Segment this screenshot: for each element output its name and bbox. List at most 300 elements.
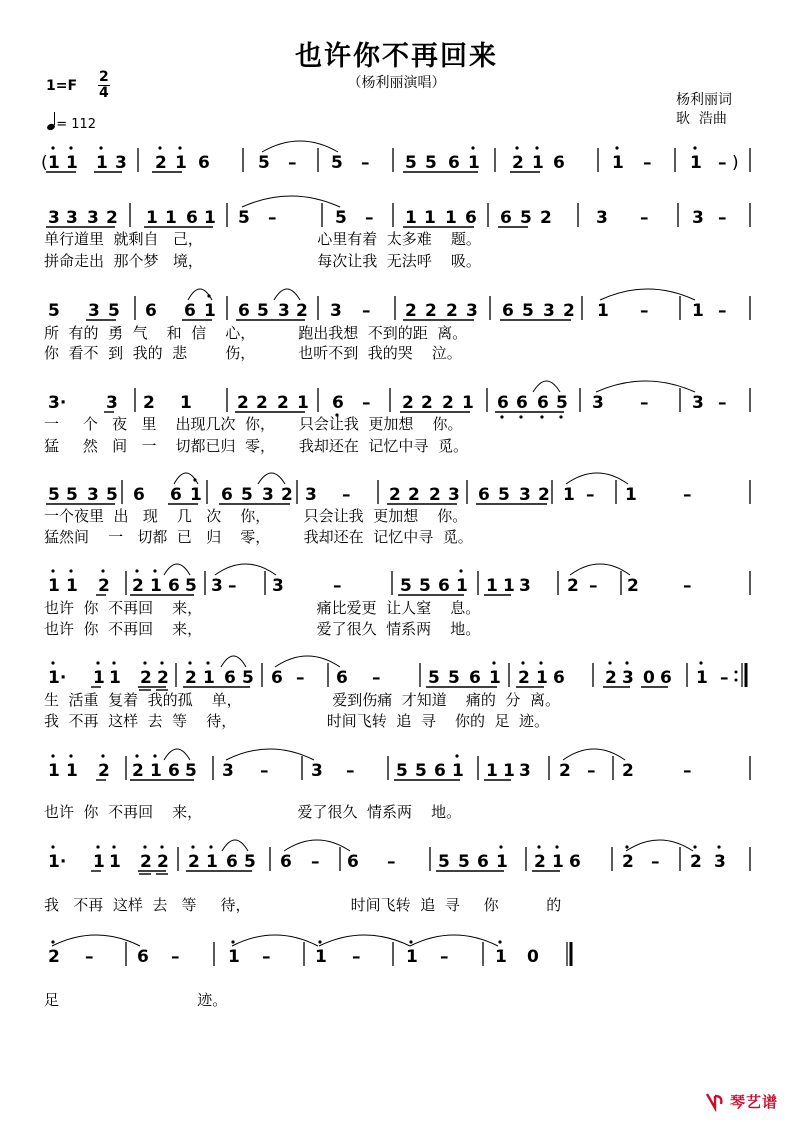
note: – xyxy=(387,852,396,872)
high-octave-dot xyxy=(615,146,618,149)
note: 1 xyxy=(486,576,498,596)
note: – xyxy=(683,761,692,781)
note: – xyxy=(683,576,692,596)
high-octave-dot xyxy=(160,661,163,664)
note: 5 xyxy=(108,301,120,321)
note: 5 xyxy=(257,301,269,321)
note: 2 xyxy=(157,668,169,688)
note: – xyxy=(361,153,370,173)
high-octave-dot xyxy=(51,940,54,943)
tie-slur xyxy=(188,289,212,300)
note: 1 xyxy=(48,761,60,781)
note: 3 xyxy=(305,485,317,505)
note: 1· xyxy=(48,668,67,688)
note: 1 xyxy=(489,668,501,688)
high-octave-dot xyxy=(51,754,54,757)
note: 1 xyxy=(468,153,480,173)
note: 1 xyxy=(190,485,202,505)
tie-slur xyxy=(262,141,338,152)
note: 1 xyxy=(146,208,158,228)
note: 2 xyxy=(627,576,639,596)
note: 5 xyxy=(498,485,510,505)
note: 3 xyxy=(106,393,118,413)
note: 6 xyxy=(347,852,359,872)
note: 2 xyxy=(402,393,414,413)
note: 2 xyxy=(132,761,144,781)
lyricist-credit: 杨利丽词 xyxy=(676,92,732,108)
note: 2 xyxy=(690,852,702,872)
high-octave-dot xyxy=(209,845,212,848)
high-octave-dot xyxy=(51,146,54,149)
note: 1 xyxy=(48,153,60,173)
high-octave-dot xyxy=(206,661,209,664)
note: – xyxy=(643,153,652,173)
note: 6 xyxy=(145,301,157,321)
high-octave-dot xyxy=(69,569,72,572)
note: 1 xyxy=(96,153,108,173)
note: 2 xyxy=(534,852,546,872)
note: 2 xyxy=(143,393,155,413)
note: 6 xyxy=(137,947,149,967)
note: 5 xyxy=(241,485,253,505)
high-octave-dot xyxy=(459,569,462,572)
note: – xyxy=(342,485,351,505)
tie-slur xyxy=(319,935,410,946)
note: – xyxy=(262,947,271,967)
note: 1 xyxy=(445,208,457,228)
note: 1 xyxy=(462,393,474,413)
low-octave-dot xyxy=(500,415,503,418)
high-octave-dot xyxy=(178,146,181,149)
high-octave-dot xyxy=(143,661,146,664)
high-octave-dot xyxy=(455,754,458,757)
note: 5 xyxy=(185,576,197,596)
note: – xyxy=(718,301,727,321)
note: 6 xyxy=(553,668,565,688)
note: – xyxy=(587,761,596,781)
note: – xyxy=(718,208,727,228)
note: – xyxy=(268,208,277,228)
tie-slur xyxy=(52,935,140,946)
logo-text: 琴艺谱 xyxy=(730,1092,779,1111)
note: 0 xyxy=(643,668,655,688)
high-octave-dot xyxy=(188,661,191,664)
lyric-line: 你 看不 到 我的 悲 伤， 也听不到 我的哭 泣。 xyxy=(44,344,462,362)
high-octave-dot xyxy=(693,146,696,149)
note: 1 xyxy=(93,852,105,872)
high-octave-dot xyxy=(717,845,720,848)
note: 6 xyxy=(133,485,145,505)
note: 6 xyxy=(516,393,528,413)
note: 6 xyxy=(478,485,490,505)
note: 6 xyxy=(332,393,344,413)
note: 3 xyxy=(519,761,531,781)
note: 6 xyxy=(226,852,238,872)
note: 3 xyxy=(311,761,323,781)
bracket: ) xyxy=(732,153,739,173)
note: 5 xyxy=(335,208,347,228)
note: 2 xyxy=(157,852,169,872)
note: 3 xyxy=(596,208,608,228)
note: – xyxy=(333,576,342,596)
lyric-line: 也许 你 不再回 来， 爱了很久 情系两 地。 xyxy=(44,803,462,821)
song-title: 也许你不再回来 xyxy=(295,41,498,72)
note: 3· xyxy=(48,393,67,413)
note: – xyxy=(311,852,320,872)
high-octave-dot xyxy=(318,940,321,943)
note: 2 xyxy=(538,485,550,505)
high-octave-dot xyxy=(625,661,628,664)
note: 6 xyxy=(224,668,236,688)
lyric-line: 单行道里 就剩自 己， 心里有着 太多难 题。 xyxy=(44,230,481,248)
note: 5 xyxy=(428,668,440,688)
high-octave-dot xyxy=(96,661,99,664)
note: 3 xyxy=(272,576,284,596)
note: 2 xyxy=(518,668,530,688)
note: 6 xyxy=(537,393,549,413)
note: 5 xyxy=(448,668,460,688)
lyric-line: 也许 你 不再回 来， 痛比爱更 让人窒 息。 xyxy=(44,599,481,617)
high-octave-dot xyxy=(492,661,495,664)
high-octave-dot xyxy=(99,146,102,149)
note: 5 xyxy=(48,485,60,505)
note: – xyxy=(228,576,237,596)
high-octave-dot xyxy=(143,845,146,848)
note: 1 xyxy=(203,668,215,688)
note: 1 xyxy=(405,208,417,228)
note: 6 xyxy=(477,852,489,872)
high-octave-dot xyxy=(625,845,628,848)
lyric-line: 我 不再 这样 去 等 待， 时间飞转 追 寻 你的 足 迹。 xyxy=(44,712,550,730)
note: 5 xyxy=(405,153,417,173)
note: – xyxy=(171,947,180,967)
note: 3 xyxy=(115,153,127,173)
tempo-value: = 112 xyxy=(56,117,97,132)
tie-slur xyxy=(626,840,693,851)
note: 5 xyxy=(520,208,532,228)
note: – xyxy=(85,947,94,967)
note: 2 xyxy=(425,301,437,321)
high-octave-dot xyxy=(135,754,138,757)
note: 6 xyxy=(497,393,509,413)
note: 5 xyxy=(185,761,197,781)
performer-subtitle: （杨利丽演唱） xyxy=(347,75,446,91)
site-logo xyxy=(705,1090,778,1112)
note: 2 xyxy=(188,852,200,872)
note: 3 xyxy=(87,485,99,505)
note: – xyxy=(651,852,660,872)
note: 1 xyxy=(552,852,564,872)
high-octave-dot xyxy=(608,661,611,664)
note: 1 xyxy=(150,761,162,781)
note: 5 xyxy=(106,485,118,505)
high-octave-dot xyxy=(471,146,474,149)
high-octave-dot xyxy=(101,754,104,757)
note: 6 xyxy=(168,576,180,596)
note: 6 xyxy=(553,153,565,173)
high-octave-dot xyxy=(555,845,558,848)
note: 1 xyxy=(692,301,704,321)
tie-slur xyxy=(215,564,276,575)
high-octave-dot xyxy=(537,845,540,848)
note: 3 xyxy=(87,208,99,228)
note: 0 xyxy=(527,947,539,967)
tie-slur xyxy=(600,289,695,300)
note: 5 xyxy=(556,393,568,413)
note: – xyxy=(296,668,305,688)
note: 6 xyxy=(170,485,182,505)
note: 2 xyxy=(98,761,110,781)
note: 2 xyxy=(389,485,401,505)
note: 2 xyxy=(281,485,293,505)
high-octave-dot xyxy=(515,146,518,149)
note: 3 xyxy=(262,485,274,505)
note: 5 xyxy=(522,301,534,321)
note: 6 xyxy=(469,668,481,688)
note: 1 xyxy=(48,576,60,596)
high-octave-dot xyxy=(535,146,538,149)
note: 6 xyxy=(198,153,210,173)
note: 6 xyxy=(569,852,581,872)
note: 3 xyxy=(714,852,726,872)
note: 5 xyxy=(400,576,412,596)
low-octave-dot xyxy=(540,415,543,418)
note: 6 xyxy=(434,761,446,781)
tie-slur xyxy=(566,473,628,484)
note: 3 xyxy=(622,668,634,688)
note: 5 xyxy=(396,761,408,781)
note: 3 xyxy=(692,208,704,228)
note: – xyxy=(260,761,269,781)
note: 1 xyxy=(297,393,309,413)
note: 5 xyxy=(438,852,450,872)
note: 5 xyxy=(419,576,431,596)
note: 2 xyxy=(296,301,308,321)
note: 2 xyxy=(405,301,417,321)
note: 1 xyxy=(696,668,708,688)
note: – xyxy=(362,301,371,321)
note: 1 xyxy=(503,761,515,781)
note: 2 xyxy=(563,301,575,321)
note: 5 xyxy=(258,153,270,173)
high-octave-dot xyxy=(51,661,54,664)
note: – xyxy=(683,485,692,505)
repeat-dot xyxy=(735,679,738,682)
note: 5 xyxy=(425,153,437,173)
note: 6 xyxy=(168,761,180,781)
note: 1 xyxy=(204,301,216,321)
note: – xyxy=(589,576,598,596)
note: 1 xyxy=(456,576,468,596)
note: 5 xyxy=(238,208,250,228)
note: 2 xyxy=(421,393,433,413)
low-octave-dot xyxy=(559,415,562,418)
note: 1 xyxy=(66,153,78,173)
note: 2 xyxy=(140,852,152,872)
note: 6 xyxy=(186,208,198,228)
key-signature: 1=F xyxy=(46,78,78,94)
note: 1 xyxy=(175,153,187,173)
high-octave-dot xyxy=(699,661,702,664)
note: 3 xyxy=(519,485,531,505)
note: – xyxy=(352,947,361,967)
note: 1 xyxy=(597,301,609,321)
note: 1 xyxy=(66,761,78,781)
tie-slur xyxy=(226,749,314,760)
time-signature-top: 2 xyxy=(99,69,109,85)
note: 2 xyxy=(567,576,579,596)
bracket: ( xyxy=(41,153,48,173)
note: 2 xyxy=(559,761,571,781)
lyric-line: 拼命走出 那个梦 境， 每次让我 无法呼 吸。 xyxy=(44,252,481,270)
note: 6 xyxy=(336,668,348,688)
note: 3 xyxy=(519,576,531,596)
note: 2 xyxy=(277,393,289,413)
note: – xyxy=(718,153,727,173)
note: 1 xyxy=(109,668,121,688)
lyric-line: 我 不再 这样 去 等 待， 时间飞转 追 寻 你 的 xyxy=(44,896,562,914)
lyric-line: 猛 然 间 一 切都已归 零， 我却还在 记忆中寻 觅。 xyxy=(44,437,468,455)
tie-slur xyxy=(164,564,190,575)
note: 2 xyxy=(155,153,167,173)
note: 1 xyxy=(180,393,192,413)
note: 5 xyxy=(331,153,343,173)
note: 1 xyxy=(563,485,575,505)
high-octave-dot xyxy=(135,569,138,572)
note: 5 xyxy=(48,301,60,321)
note: 6 xyxy=(238,301,250,321)
high-octave-dot xyxy=(693,845,696,848)
high-octave-dot xyxy=(51,845,54,848)
note: 3 xyxy=(592,393,604,413)
high-octave-dot xyxy=(112,661,115,664)
note: 1 xyxy=(612,153,624,173)
note: 1 xyxy=(66,576,78,596)
note: 3 xyxy=(543,301,555,321)
note: – xyxy=(440,947,449,967)
high-octave-dot xyxy=(191,845,194,848)
note: 1 xyxy=(486,761,498,781)
note: 2 xyxy=(140,668,152,688)
note: 5 xyxy=(66,485,78,505)
note: – xyxy=(365,208,374,228)
note: 6 xyxy=(184,301,196,321)
high-octave-dot xyxy=(153,754,156,757)
note: 2 xyxy=(185,668,197,688)
note: – xyxy=(640,393,649,413)
note: 1 xyxy=(536,668,548,688)
tie-slur xyxy=(258,473,285,484)
high-octave-dot xyxy=(498,940,501,943)
note: 6 xyxy=(500,208,512,228)
high-octave-dot xyxy=(231,940,234,943)
note: 2 xyxy=(442,393,454,413)
note: 6 xyxy=(221,485,233,505)
lyric-line: 一 个 夜 里 出现几次 你， 只会让我 更加想 你。 xyxy=(44,415,463,433)
note: 1 xyxy=(532,153,544,173)
note: – xyxy=(372,668,381,688)
note: 1 xyxy=(150,576,162,596)
note: – xyxy=(586,485,595,505)
note: 5 xyxy=(415,761,427,781)
tie-slur xyxy=(563,749,625,760)
note: 6 xyxy=(502,301,514,321)
note: 2 xyxy=(429,485,441,505)
note: 2 xyxy=(256,393,268,413)
note: 3 xyxy=(48,208,60,228)
note: – xyxy=(640,301,649,321)
note: 3 xyxy=(66,208,78,228)
note: – xyxy=(288,153,297,173)
tie-slur xyxy=(222,840,248,851)
note: – xyxy=(346,761,355,781)
note: 2 xyxy=(605,668,617,688)
high-octave-dot xyxy=(158,146,161,149)
high-octave-dot xyxy=(96,845,99,848)
lyric-line: 足 迹。 xyxy=(44,991,228,1009)
note: 5 xyxy=(242,668,254,688)
note: 1 xyxy=(503,576,515,596)
note: 3 xyxy=(330,301,342,321)
note: 2 xyxy=(540,208,552,228)
lyric-line: 也许 你 不再回 来， 爱了很久 情系两 地。 xyxy=(44,620,481,638)
note: 1 xyxy=(625,485,637,505)
note: 1 xyxy=(495,947,507,967)
note: 6 xyxy=(271,668,283,688)
lyric-line: 猛然间 一 切都 已 归 零， 我却还在 记忆中寻 觅。 xyxy=(44,528,473,546)
tie-slur xyxy=(275,656,340,667)
note: 3 xyxy=(278,301,290,321)
high-octave-dot xyxy=(153,569,156,572)
note: 1 xyxy=(690,153,702,173)
note: 1 xyxy=(496,852,508,872)
note: 1 xyxy=(452,761,464,781)
note: 3 xyxy=(222,761,234,781)
note: 1 xyxy=(315,947,327,967)
tie-slur xyxy=(274,289,300,300)
tie-slur xyxy=(533,381,560,392)
high-octave-dot xyxy=(499,845,502,848)
lyric-line: 所 有的 勇 气 和 信 心， 跑出我想 不到的距 离。 xyxy=(44,324,468,342)
note: 2 xyxy=(48,947,60,967)
note: 2 xyxy=(622,852,634,872)
note: 1 xyxy=(406,947,418,967)
note: 2 xyxy=(512,153,524,173)
note: 6 xyxy=(280,852,292,872)
note: 6 xyxy=(438,576,450,596)
high-octave-dot xyxy=(101,569,104,572)
tie-slur xyxy=(410,935,498,946)
note: 3 xyxy=(692,393,704,413)
note: – xyxy=(362,393,371,413)
high-octave-dot xyxy=(521,661,524,664)
note: 1 xyxy=(228,947,240,967)
note: 1 xyxy=(424,208,436,228)
note: 5 xyxy=(244,852,256,872)
note: 2 xyxy=(622,761,634,781)
high-octave-dot xyxy=(160,845,163,848)
note: – xyxy=(640,208,649,228)
note: 6 xyxy=(660,668,672,688)
composer-credit: 耿 浩曲 xyxy=(676,111,727,127)
note: 5 xyxy=(458,852,470,872)
note: 2 xyxy=(446,301,458,321)
note: – xyxy=(720,668,729,688)
high-octave-dot xyxy=(51,569,54,572)
tie-slur xyxy=(164,749,190,760)
lyric-line: 一个夜里 出 现 几 次 你， 只会让我 更加想 你。 xyxy=(44,507,468,525)
note: 3 xyxy=(88,301,100,321)
